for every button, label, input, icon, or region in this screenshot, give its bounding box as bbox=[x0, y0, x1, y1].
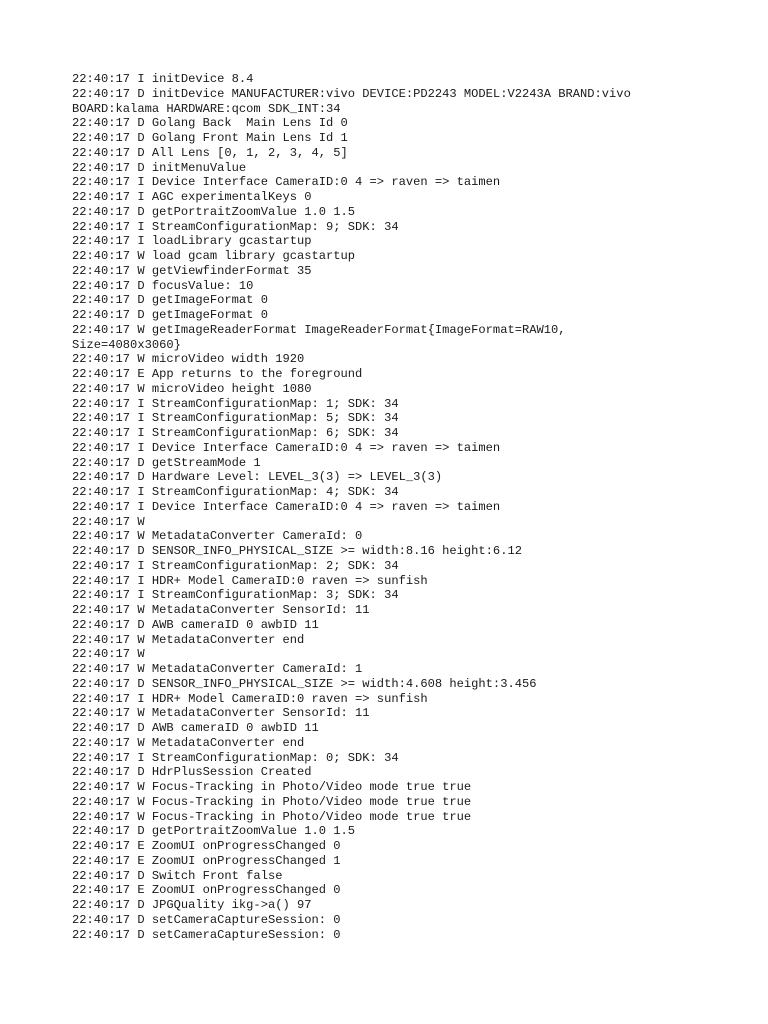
log-line: 22:40:17 D getImageFormat 0 bbox=[72, 293, 268, 308]
log-line: 22:40:17 W MetadataConverter SensorId: 11 bbox=[72, 603, 370, 617]
log-line: 22:40:17 I StreamConfigurationMap: 6; SDK: 34 bbox=[72, 426, 399, 440]
log-line: 22:40:17 I Device Interface CameraID:0 4 => raven => taimen bbox=[72, 175, 501, 190]
log-line: 22:40:17 D AWB cameraID 0 awbID 11 bbox=[72, 617, 319, 632]
log-line: 22:40:17 I Device Interface CameraID:0 4 => raven => taimen bbox=[72, 499, 501, 514]
log-line: 22:40:17 D Switch Front false bbox=[72, 868, 283, 883]
log-line: 22:40:17 D HdrPlusSession Created bbox=[72, 765, 312, 780]
log-line: 22:40:17 D focusValue: 10 bbox=[72, 278, 254, 293]
log-line: BOARD:kalama HARDWARE:qcom SDK_INT:34 bbox=[72, 101, 341, 116]
log-line: 22:40:17 D initDevice MANUFACTURER:vivo DEVICE:PD2243 MODEL:V2243A BRAND:vivo bbox=[72, 86, 631, 101]
log-line: 22:40:17 D Golang Front Main Lens Id 1 bbox=[72, 131, 348, 145]
log-line: 22:40:17 I StreamConfigurationMap: 5; SDK: 34 bbox=[72, 411, 399, 426]
log-line: 22:40:17 D getStreamMode 1 bbox=[72, 455, 261, 470]
log-line: 22:40:17 W MetadataConverter end bbox=[72, 632, 305, 647]
log-line: 22:40:17 I StreamConfigurationMap: 1; SDK: 34 bbox=[72, 396, 399, 411]
log-line: 22:40:17 D setCameraCaptureSession: 0 bbox=[72, 927, 341, 942]
log-line: 22:40:17 D setCameraCaptureSession: 0 bbox=[72, 912, 341, 927]
log-line: 22:40:17 E ZoomUI onProgressChanged 0 bbox=[72, 839, 341, 853]
log-line: 22:40:17 D All Lens [0, 1, 2, 3, 4, 5] bbox=[72, 145, 348, 160]
log-line: 22:40:17 I StreamConfigurationMap: 4; SDK: 34 bbox=[72, 485, 399, 499]
log-line: 22:40:17 I StreamConfigurationMap: 0; SDK: 34 bbox=[72, 750, 399, 765]
log-line: 22:40:17 D AWB cameraID 0 awbID 11 bbox=[72, 721, 319, 735]
log-line: 22:40:17 I HDR+ Model CameraID:0 raven => sunfish bbox=[72, 573, 428, 588]
log-line: 22:40:17 I StreamConfigurationMap: 2; SDK: 34 bbox=[72, 558, 399, 573]
log-line: 22:40:17 E App returns to the foreground bbox=[72, 367, 363, 381]
log-line: Size=4080x3060} bbox=[72, 337, 181, 352]
log-line: 22:40:17 I Device Interface CameraID:0 4 => raven => taimen bbox=[72, 440, 501, 455]
log-line: 22:40:17 W getViewfinderFormat 35 bbox=[72, 263, 312, 278]
log-line: 22:40:17 D Hardware Level: LEVEL_3(3) => LEVEL_3(3) bbox=[72, 470, 443, 485]
log-line: 22:40:17 W MetadataConverter end bbox=[72, 735, 305, 750]
log-line: 22:40:17 W bbox=[72, 514, 145, 529]
log-line: 22:40:17 D SENSOR_INFO_PHYSICAL_SIZE >= width:8.16 height:6.12 bbox=[72, 544, 522, 558]
log-line: 22:40:17 D initMenuValue bbox=[72, 160, 247, 175]
log-line: 22:40:17 I loadLibrary gcastartup bbox=[72, 234, 312, 249]
log-line: 22:40:17 W getImageReaderFormat ImageReaderFormat{ImageFormat=RAW10, bbox=[72, 322, 566, 337]
log-line: 22:40:17 W bbox=[72, 647, 145, 662]
log-line: 22:40:17 E ZoomUI onProgressChanged 1 bbox=[72, 853, 341, 868]
log-line: 22:40:17 W load gcam library gcastartup bbox=[72, 249, 356, 263]
log-line: 22:40:17 D getPortraitZoomValue 1.0 1.5 bbox=[72, 824, 356, 839]
log-text-block bbox=[72, 72, 712, 942]
log-line: 22:40:17 D Golang Back Main Lens Id 0 bbox=[72, 116, 348, 131]
log-line: 22:40:17 W MetadataConverter CameraId: 1 bbox=[72, 662, 363, 676]
log-line: 22:40:17 W Focus-Tracking in Photo/Video mode true true bbox=[72, 780, 472, 794]
log-line: 22:40:17 W Focus-Tracking in Photo/Video mode true true bbox=[72, 794, 472, 809]
log-line: 22:40:17 I HDR+ Model CameraID:0 raven => sunfish bbox=[72, 691, 428, 706]
log-line: 22:40:17 D getPortraitZoomValue 1.0 1.5 bbox=[72, 204, 356, 219]
log-line: 22:40:17 W microVideo width 1920 bbox=[72, 352, 305, 367]
log-line: 22:40:17 I AGC experimentalKeys 0 bbox=[72, 190, 312, 204]
log-line: 22:40:17 D JPGQuality ikg->a() 97 bbox=[72, 898, 312, 912]
log-line: 22:40:17 D SENSOR_INFO_PHYSICAL_SIZE >= width:4.608 height:3.456 bbox=[72, 676, 537, 691]
log-line: 22:40:17 W MetadataConverter CameraId: 0 bbox=[72, 529, 363, 544]
log-line: 22:40:17 D getImageFormat 0 bbox=[72, 308, 268, 322]
log-line: 22:40:17 I StreamConfigurationMap: 3; SDK: 34 bbox=[72, 588, 399, 603]
log-line: 22:40:17 E ZoomUI onProgressChanged 0 bbox=[72, 883, 341, 898]
log-line: 22:40:17 W MetadataConverter SensorId: 11 bbox=[72, 706, 370, 721]
log-line: 22:40:17 W microVideo height 1080 bbox=[72, 381, 312, 396]
log-line: 22:40:17 W Focus-Tracking in Photo/Video mode true true bbox=[72, 809, 472, 824]
log-line: 22:40:17 I StreamConfigurationMap: 9; SDK: 34 bbox=[72, 219, 399, 234]
log-line: 22:40:17 I initDevice 8.4 bbox=[72, 72, 254, 86]
